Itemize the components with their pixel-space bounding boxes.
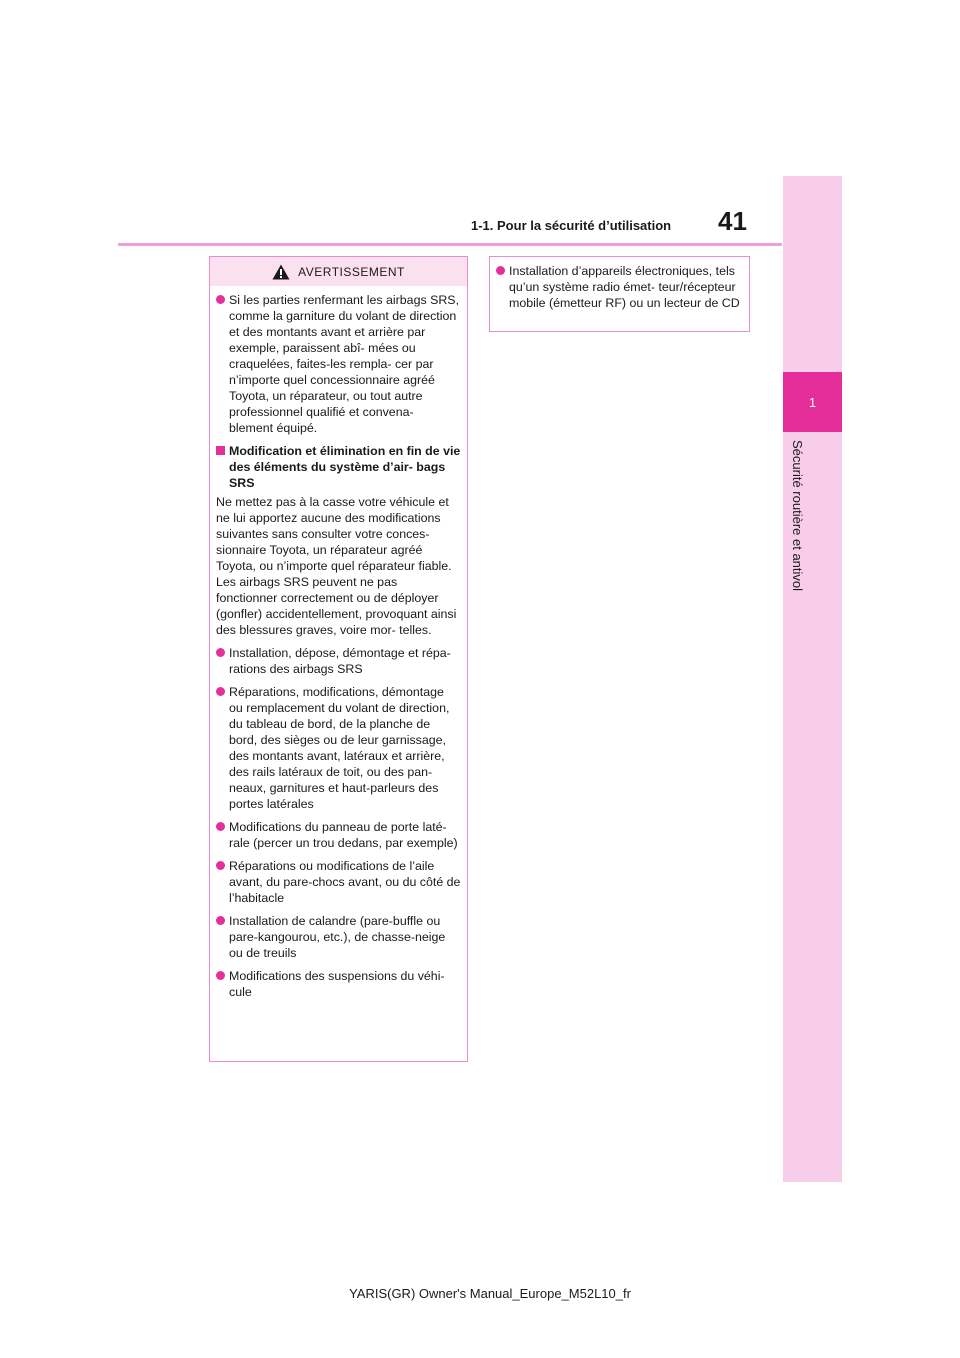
list-item: Modifications du panneau de porte laté- rale (percer un trou dedans, par exemple) <box>216 819 461 851</box>
list-item: Si les parties renfermant les airbags SRS, comme la garniture du volant de direction et des montants avant et arrière par exemple, paraissent abî- mées ou craquelées, faites-les rempla- cer par n’importe quel concessionnaire agréé Toyota, un réparateur, ou tout autre professionnel qualifié et convena- blement équipé. <box>216 292 461 436</box>
warning-body <box>210 286 467 1000</box>
page-number: 41 <box>718 206 747 236</box>
warning-header <box>210 257 467 286</box>
header-rule <box>118 243 782 246</box>
chapter-number: 1 <box>783 372 842 432</box>
list-item: Réparations ou modifications de l’aile avant, du pare-chocs avant, ou du côté de l’habitacle <box>216 858 461 906</box>
list-item: Réparations, modifications, démontage ou remplacement du volant de direction, du tableau de bord, de la planche de bord, des sièges ou de leur garnissage, des montants avant, latéraux et arrière, des rails latéraux de toit, ou des pan- neaux, garnitures et haut-parleurs des portes latérales <box>216 684 461 812</box>
warning-title: AVERTISSEMENT <box>298 264 405 279</box>
paragraph: Ne mettez pas à la casse votre véhicule et ne lui apportez aucune des modifications suivantes sans consulter votre conces- sionnaire Toyota, un réparateur agréé Toyota, ou n’importe quel réparateur fiable. Les airbags SRS peuvent ne pas fonctionner correctement ou de déployer (gonfler) accidentellement, provoquant ainsi des blessures graves, voire mor- telles. <box>216 495 457 637</box>
warning-box <box>209 256 468 1062</box>
list-item: Installation, dépose, démontage et répa- rations des airbags SRS <box>216 645 461 677</box>
list-item: Installation de calandre (pare-buffle ou pare-kangourou, etc.), de chasse-neige ou de treuils <box>216 913 461 961</box>
list-item: Installation d’appareils électroniques, tels qu’un système radio émet- teur/récepteur mobile (émetteur RF) ou un lecteur de CD <box>496 263 743 311</box>
bullet-icon <box>216 916 225 925</box>
square-bullet-icon <box>216 446 225 455</box>
bullet-icon <box>496 266 505 275</box>
bullet-icon <box>216 971 225 980</box>
bullet-icon <box>216 687 225 696</box>
warning-triangle-icon <box>272 264 290 280</box>
bullet-icon <box>216 295 225 304</box>
footer <box>0 1286 960 1301</box>
chapter-side-tab <box>783 176 842 1182</box>
footer-model: YARIS(GR) Owner's Manual_Europe_M52L10_fr <box>349 1286 631 1301</box>
list-item: Modifications des suspensions du véhi- cule <box>216 968 461 1000</box>
warning-continuation-box <box>489 256 750 332</box>
section-title: 1-1. Pour la sécurité d’utilisation <box>471 218 672 233</box>
subsection-heading: Modification et élimination en fin de vie des éléments du système d’air- bags SRS <box>216 443 461 491</box>
chapter-title: Sécurité routière et antivol <box>790 440 805 592</box>
bullet-icon <box>216 861 225 870</box>
bullet-icon <box>216 648 225 657</box>
bullet-icon <box>216 822 225 831</box>
